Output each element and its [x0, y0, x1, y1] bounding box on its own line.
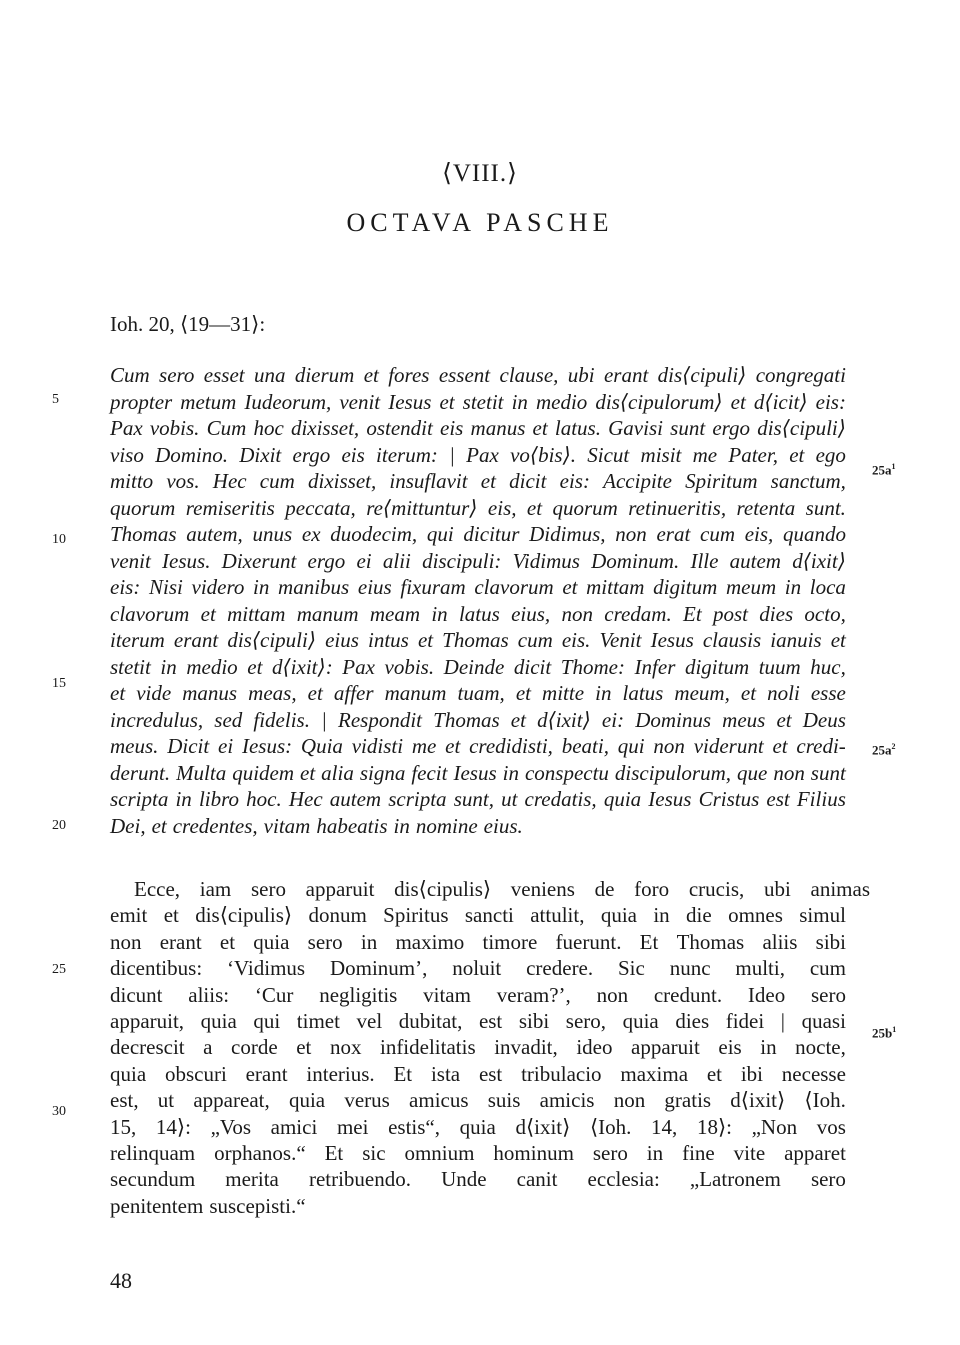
- commentary-line: penitentem suscepisti.“: [110, 1193, 306, 1218]
- line-number: 15: [52, 676, 66, 691]
- commentary-line: non erant et quia sero in maximo timore fuerunt. Et Thomas aliis sibi: [110, 929, 846, 954]
- margin-folio-note: $25a^2$: [872, 742, 896, 758]
- commentary-line: dicunt aliis: ‘Cur negligitis vitam veram?’, non credunt. Ideo sero: [110, 982, 846, 1007]
- margin-folio-note: $25a^1$: [872, 462, 896, 478]
- gospel-line: Cum sero esset una dierum et fores essent clause, ubi erant dis⟨cipuli⟩ congregati: [110, 363, 846, 387]
- gospel-line: eis: Nisi videro in manibus eius fixuram clavorum et mittam digitum meum in loca: [110, 575, 846, 599]
- commentary-line: Ecce, iam sero apparuit dis⟨cipulis⟩ veniens de foro crucis, ubi animas: [134, 877, 870, 901]
- commentary-line: relinquam orphanos.“ Et sic omnium hominum sero in fine vite apparet: [110, 1141, 846, 1165]
- line-number: 30: [52, 1104, 66, 1119]
- chapter-number: ⟨VIII.⟩: [442, 160, 518, 187]
- gospel-line: clavorum et mittam manum meam in latus eius, non credam. Et post dies octo,: [110, 601, 846, 626]
- gospel-line: et vide manus meas, et affer manum tuam, et mitte in latus meum, et noli esse: [110, 681, 846, 705]
- gospel-line: quorum remiseritis peccata, re⟨mittuntur⟩ eis, et quorum retinueritis, retenta sunt.: [110, 495, 846, 520]
- page-number: 48: [110, 1268, 132, 1293]
- gospel-line: venit Iesus. Dixerunt ergo ei alii discipuli: Vidimus Dominum. Ille autem d⟨ixit⟩: [110, 548, 846, 573]
- commentary-line: dicentibus: ‘Vidimus Dominum’, noluit credere. Sic nunc multi, cum: [110, 956, 846, 981]
- commentary-line: emit et dis⟨cipulis⟩ donum Spiritus sancti attulit, quia in die omnes simul: [110, 903, 846, 928]
- line-number: 5: [52, 392, 59, 407]
- gospel-line: scripta in libro hoc. Hec autem scripta sunt, ut credatis, quia Iesus Cristus est Filius: [110, 787, 846, 811]
- gospel-line: meus. Dicit ei Iesus: Quia vidisti me et credidisti, beati, qui non viderunt et credi-: [110, 734, 846, 758]
- commentary-line: secundum merita retribuendo. Unde canit ecclesia: „Latronem sero: [110, 1167, 846, 1192]
- commentary-line: decrescit a corde et nox infidelitatis invadit, ideo apparuit eis in nocte,: [110, 1035, 846, 1060]
- gospel-line: incredulus, sed fidelis. | Respondit Thomas et d⟨ixit⟩ ei: Dominus meus et Deus: [110, 707, 846, 732]
- section-title: OCTAVA PASCHE: [346, 208, 614, 237]
- line-number: 20: [52, 818, 66, 833]
- margin-folio-note: $25b^1$: [872, 1025, 897, 1041]
- gospel-line: derunt. Multa quidem et alia signa fecit Iesus in conspectu discipulorum, que non sunt: [110, 760, 846, 785]
- gospel-line: iterum erant dis⟨cipuli⟩ eius intus et Thomas cum eis. Venit Iesus clausis ianuis et: [110, 628, 846, 652]
- commentary-line: quia obscuri erant interius. Et ista est tribulacio maxima et ibi necesse: [110, 1061, 846, 1086]
- commentary-line: est, ut appareat, quia verus amicus suis amicis non gratis d⟨ixit⟩ ⟨Ioh.: [110, 1088, 846, 1113]
- scripture-reference: Ioh. 20, ⟨19—31⟩:: [110, 312, 266, 336]
- line-number: 25: [52, 962, 66, 977]
- gospel-line: Dei, et credentes, vitam habeatis in nomine eius.: [110, 813, 523, 838]
- commentary-line: 15, 14⟩: „Vos amici mei estis“, quia d⟨ixit⟩ ⟨Ioh. 14, 18⟩: „Non vos: [110, 1114, 846, 1139]
- gospel-line: stetit in medio et d⟨ixit⟩: Pax vobis. Deinde dicit Thome: Infer digitum tuum huc,: [110, 654, 846, 679]
- line-number: 10: [52, 532, 66, 547]
- gospel-line: Pax vobis. Cum hoc dixisset, ostendit eis manus et latus. Gavisi sunt ergo dis⟨cipuli⟩: [110, 416, 846, 440]
- gospel-line: Thomas autem, unus ex duodecim, qui dicitur Didimus, non erat cum eis, quando: [110, 522, 846, 546]
- gospel-line: viso Domino. Dixit ergo eis iterum: | Pax vo⟨bis⟩. Sicut misit me Pater, et ego: [110, 442, 846, 467]
- commentary-line: apparuit, quia qui timet vel dubitat, est sibi sero, quia dies fidei | quasi: [110, 1009, 846, 1033]
- gospel-line: propter metum Iudeorum, venit Iesus et stetit in medio dis⟨cipulorum⟩ et d⟨icit⟩ eis:: [110, 389, 846, 414]
- gospel-line: mitto vos. Hec cum dixisset, insuflavit et dicit eis: Accipite Spiritum sanctum,: [110, 469, 846, 493]
